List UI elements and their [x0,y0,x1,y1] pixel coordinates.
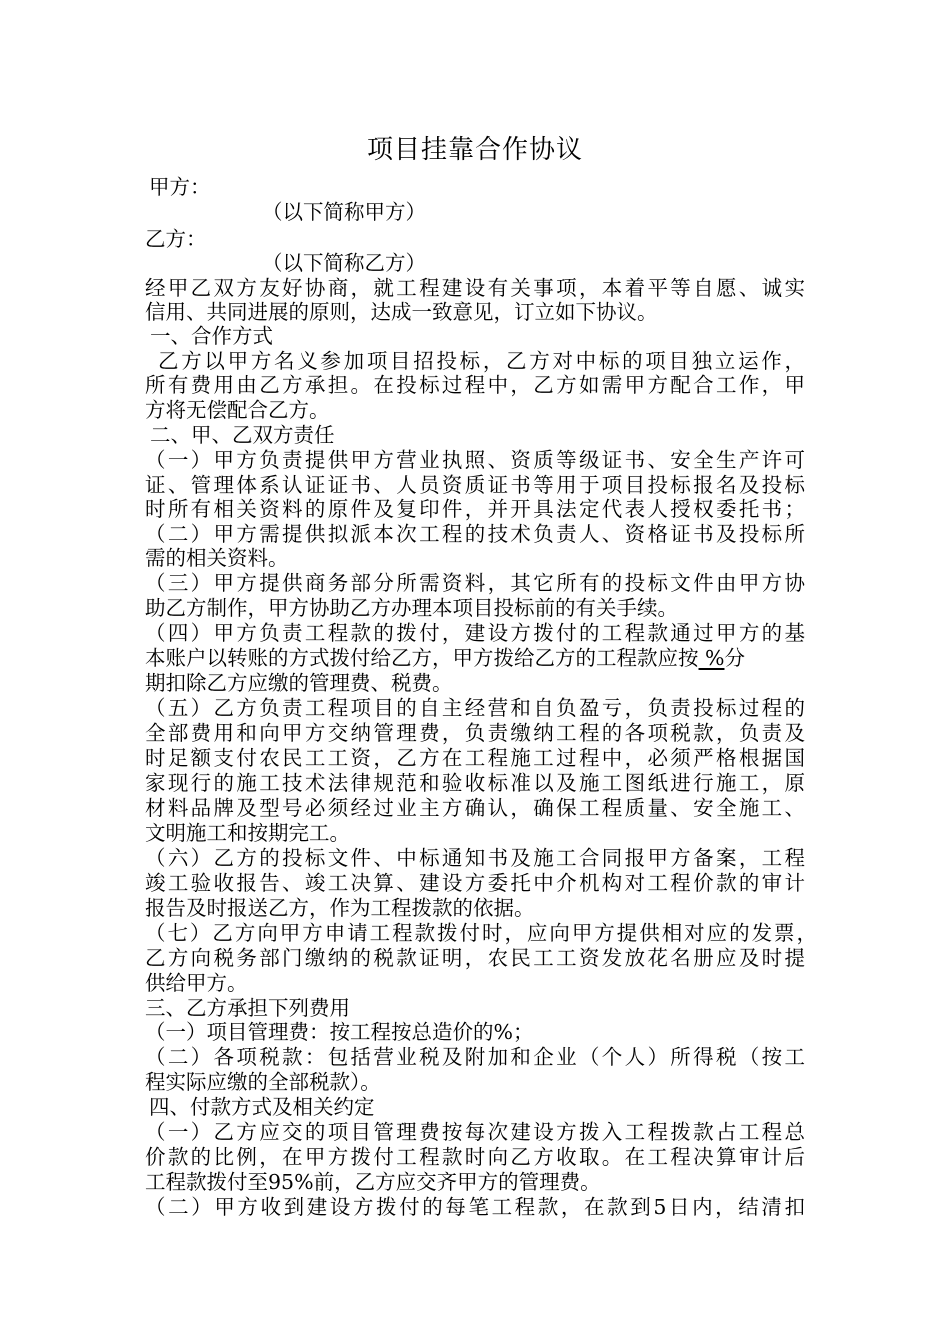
clause-line: 价款的比例，在甲方拨付工程款时向乙方收取。在工程决算审计后 [145,1145,805,1169]
clause-line: 材料品牌及型号必须经过业主方确认，确保工程质量、安全施工、 [145,796,805,820]
clause-line: （二）甲方收到建设方拨付的每笔工程款，在款到5日内，结清扣 [145,1195,805,1219]
clause-line: 程实际应缴的全部税款）。 [145,1070,381,1094]
clause-line: （二）各项税款：包括营业税及附加和企业（个人）所得税（按工 [145,1045,805,1069]
clause-line: （四）甲方负责工程款的拨付，建设方拨付的工程款通过甲方的基 [145,621,805,645]
clause-line: （七）乙方向甲方申请工程款拨付时，应向甲方提供相对应的发票， [145,921,817,945]
clause-line: （一）甲方负责提供甲方营业执照、资质等级证书、安全生产许可 [145,448,805,472]
section-1-heading: 一、合作方式 [150,324,273,348]
clause-line: 报告及时报送乙方，作为工程拨款的依据。 [145,896,535,920]
clause-line: 文明施工和按期完工。 [145,821,350,845]
document-title: 项目挂靠合作协议 [366,135,583,165]
clause-line: （六）乙方的投标文件、中标通知书及施工合同报甲方备案，工程 [145,846,805,870]
clause-line: 工程款拨付至95%前，乙方应交齐甲方的管理费。 [145,1170,601,1194]
clause-line: （一）乙方应交的项目管理费按每次建设方拨入工程拨款占工程总 [145,1120,805,1144]
clause-line: 时足额支付农民工工资，乙方在工程施工过程中，必须严格根据国 [145,746,805,770]
party-a-abbreviation: （以下简称甲方） [262,200,426,224]
intro-line: 经甲乙双方友好协商，就工程建设有关事项，本着平等自愿、诚实 [145,276,805,300]
clause-line: 需的相关资料。 [145,546,289,570]
clause-line: （三）甲方提供商务部分所需资料，其它所有的投标文件由甲方协 [145,571,805,595]
section-1-line: 乙方以甲方名义参加项目招投标，乙方对中标的项目独立运作， [158,349,805,373]
section-1-line: 方将无偿配合乙方。 [145,398,330,422]
party-b-label: 乙方： [145,227,207,251]
clause-line: （一）项目管理费：按工程按总造价的%； [145,1020,534,1044]
clause-line: 证、管理体系认证证书、人员资质证书等用于项目投标报名及投标 [145,473,805,497]
party-b-abbreviation: （以下简称乙方） [262,251,426,275]
party-a-label: 甲方： [149,175,211,199]
section-4-heading: 四、付款方式及相关约定 [149,1095,375,1119]
clause-text: 分 [724,646,745,670]
clause-line: 全部费用和向甲方交纳管理费，负责缴纳工程的各项税款，负责及 [145,721,805,745]
clause-line: 时所有相关资料的原件及复印件，并开具法定代表人授权委托书； [145,497,805,521]
percentage-blank: % [698,646,725,670]
section-2-heading: 二、甲、乙双方责任 [150,423,335,447]
clause-line: （二）甲方需提供拟派本次工程的技术负责人、资格证书及投标所 [145,522,805,546]
clause-text: 本账户以转账的方式拨付给乙方，甲方拨给乙方的工程款应按 [145,646,699,670]
clause-line: 助乙方制作，甲方协助乙方办理本项目投标前的有关手续。 [145,596,678,620]
clause-line: 乙方向税务部门缴纳的税款证明，农民工工资发放花名册应及时提 [145,946,805,970]
section-1-line: 所有费用由乙方承担。在投标过程中，乙方如需甲方配合工作，甲 [145,373,805,397]
intro-line: 信用、共同进展的原则，达成一致意见，订立如下协议。 [145,300,658,324]
clause-line: 供给甲方。 [145,971,248,995]
clause-line-with-blank [145,646,745,670]
section-3-heading: 三、乙方承担下列费用 [145,996,350,1020]
clause-line: 家现行的施工技术法律规范和验收标准以及施工图纸进行施工，原 [145,771,805,795]
clause-line: 期扣除乙方应缴的管理费、税费。 [145,671,453,695]
clause-line: （五）乙方负责工程项目的自主经营和自负盈亏，负责投标过程的 [145,696,805,720]
clause-line: 竣工验收报告、竣工决算、建设方委托中介机构对工程价款的审计 [145,871,805,895]
